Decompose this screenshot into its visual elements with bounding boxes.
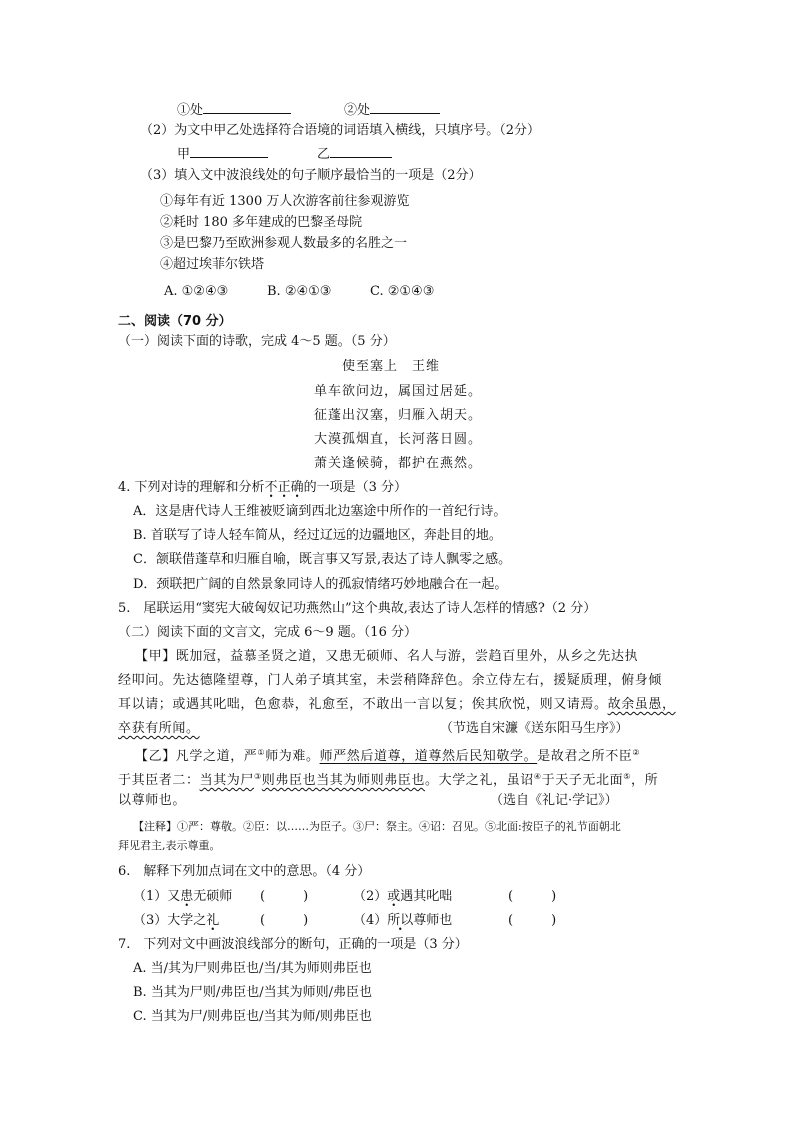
blank-item-1: ①处 <box>177 100 291 120</box>
emphasis-char: 或 <box>387 889 401 904</box>
poem-line: 大漠孤烟直，长河落日圆。 <box>314 432 483 447</box>
wavy-underlined-text: 则弗臣也当其为师则弗臣也 <box>261 773 425 788</box>
question-4: 4. 下列对诗的理解和分析不正确的一项是（3 分） <box>118 480 407 495</box>
q6-item-4: （4）所以尊师也 <box>353 913 453 928</box>
choice-b[interactable]: B. 当其为尸则/弗臣也/当其为师则/弗臣也 <box>133 985 372 1000</box>
choice-d[interactable]: D．颈联把广阔的自然景象同诗人的孤寂情绪巧妙地融合在一起。 <box>133 577 508 592</box>
passage-yi-line: 于其臣者二：当其为尸③则弗臣也当其为师则弗臣也。大学之礼，虽诏④于天子无北面⑤，所 <box>118 772 659 788</box>
answer-blank[interactable] <box>330 144 392 158</box>
choice-b[interactable]: B. 首联写了诗人轻车简从，经过辽远的边疆地区，奔赴目的地。 <box>133 528 502 543</box>
q6-item-3: （3）大学之礼 <box>133 913 220 928</box>
question-5: 5. 尾联运用“窦宪大破匈奴记功燕然山”这个典故,表达了诗人怎样的情感?（2 分） <box>118 601 597 616</box>
answer-blank[interactable] <box>190 144 268 158</box>
answer-paren[interactable]: ( ) <box>260 913 309 928</box>
answer-paren[interactable]: ( ) <box>508 889 557 904</box>
blank-yi: 乙 <box>317 144 392 164</box>
emphasis-char: 确 <box>290 480 304 495</box>
annotation: 拜见君主,表示尊重。 <box>118 839 221 852</box>
part-heading: （二）阅读下面的文言文，完成 6～9 题。（16 分） <box>118 625 417 640</box>
annotation: 【注释】①严：尊敬。②臣：以……为臣子。③尸：祭主。④诏：召见。⑤北面:按臣子的礼节面朝北 <box>133 820 621 833</box>
answer-blank[interactable] <box>370 100 440 114</box>
choice-a[interactable]: A. 当/其为尸则弗臣也/当/其为师则弗臣也 <box>133 961 372 976</box>
emphasis-char: 礼 <box>206 913 220 928</box>
choice-a[interactable]: A. ①②④③ <box>164 284 229 299</box>
passage-yi-line: 以尊师也。 <box>118 793 187 808</box>
q6-item-2: （2）或遇其叱咄 <box>353 889 453 904</box>
sentence-option: ④超过埃菲尔铁塔 <box>160 257 265 272</box>
question-7: 7. 下列对文中画波浪线部分的断句，正确的一项是（3 分） <box>118 937 468 952</box>
passage-jia-line: 【甲】既加冠，益慕圣贤之道，又患无硕师、名人与游，尝趋百里外，从乡之先达执 <box>135 649 639 664</box>
emphasis-char: 所以 <box>387 913 414 928</box>
emphasis-char: 患 <box>180 889 194 904</box>
question-6: 6. 解释下列加点词在文中的意思。（4 分） <box>118 864 371 879</box>
poem-line: 萧关逢候骑，都护在燕然。 <box>314 456 483 471</box>
passage-source: （节选自宋濂《送东阳马生序》） <box>440 721 629 736</box>
blank-jia: 甲 <box>177 144 268 164</box>
question-2: （2）为文中甲乙处选择符合语境的词语填入横线，只填序号。（2分） <box>140 123 541 138</box>
q6-item-1: （1）又患无硕师 <box>133 889 233 904</box>
sentence-option: ③是巴黎乃至欧洲参观人数最多的名胜之一 <box>160 236 408 251</box>
choice-c[interactable]: C. ②①④③ <box>370 284 435 299</box>
passage-jia-line: 耳以请；或遇其叱咄，色愈恭，礼愈至，不敢出一言以复；俟其欣悦，则又请焉。故余虽愚， <box>118 697 676 712</box>
question-3: （3）填入文中波浪线处的句子顺序最恰当的一项是（2分） <box>140 168 482 183</box>
passage-source: （选自《礼记·学记》） <box>490 793 618 808</box>
choice-b[interactable]: B. ②④①③ <box>267 284 332 299</box>
emphasis-char: 正 <box>277 480 291 495</box>
poem-line: 征蓬出汉塞，归雁入胡天。 <box>314 408 483 423</box>
answer-paren[interactable]: ( ) <box>508 913 557 928</box>
passage-jia-line: 经叩问。先达德隆望尊，门人弟子填其室，未尝稍降辞色。余立侍左右，援疑质理，俯身倾 <box>118 673 663 688</box>
answer-paren[interactable]: ( ) <box>260 889 309 904</box>
wavy-underlined-text: 卒获有所闻。 <box>118 721 200 736</box>
poem-title: 使至塞上 王维 <box>342 359 441 374</box>
wavy-underlined-text: 当其为尸 <box>199 773 255 788</box>
choice-a[interactable]: A．这是唐代诗人王维被贬谪到西北边塞途中所作的一首纪行诗。 <box>133 504 507 519</box>
sentence-option: ①每年有近 1300 万人次游客前往参观游览 <box>160 194 410 209</box>
part-heading: （一）阅读下面的诗歌，完成 4～5 题。（5 分） <box>118 334 396 349</box>
underlined-text: 师严然后道尊，道尊然后民知敬学。 <box>319 749 538 764</box>
passage-yi-line: 【乙】凡学之道，严①师为难。师严然后道尊，道尊然后民知敬学。是故君之所不臣② <box>135 748 641 764</box>
poem-line: 单车欲问边，属国过居延。 <box>314 384 483 399</box>
choice-c[interactable]: C. 当其为尸/则弗臣也/当其为师/则弗臣也 <box>133 1009 372 1024</box>
blank-item-2: ②处 <box>344 100 440 120</box>
emphasis-char: 不 <box>264 480 278 495</box>
passage-jia-line <box>118 720 200 738</box>
sentence-option: ②耗时 180 多年建成的巴黎圣母院 <box>160 215 363 230</box>
wavy-underlined-text: 故余虽愚， <box>607 697 676 712</box>
section-title: 二、阅读（70 分） <box>118 314 232 329</box>
answer-blank[interactable] <box>203 100 291 114</box>
choice-c[interactable]: C．颔联借蓬草和归雁自喻，既言事又写景,表达了诗人飘零之感。 <box>133 552 512 567</box>
